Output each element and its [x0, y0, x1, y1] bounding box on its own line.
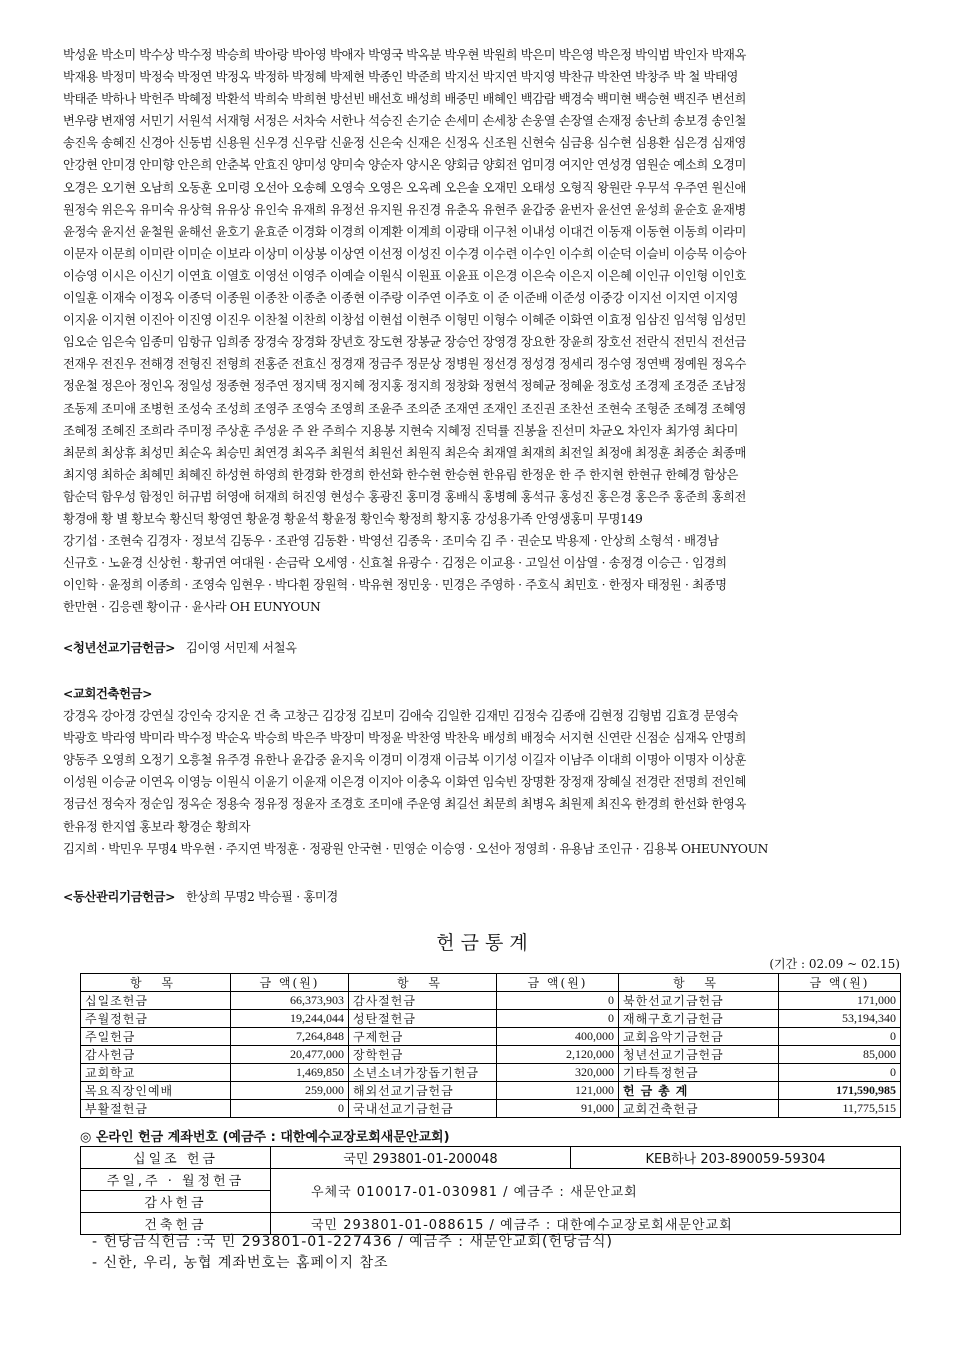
name-line: 안강현 안미경 안미향 안은희 안춘복 안효진 양미성 양미숙 양순자 양시온 양회금 양회전 엄미경 여지안 연성경 염원순 예소희 오경미: [63, 158, 747, 173]
name-line: 이일훈 이재숙 이정옥 이종덕 이종원 이종찬 이종춘 이종현 이주랑 이주연 이주호 이 준 이준배 이준성 이중강 이지선 이지연 이지영: [63, 291, 739, 306]
notes: [92, 1232, 613, 1274]
name-line: 박성윤 박소미 박수상 박수정 박승희 박아랑 박아영 박애자 박영국 박옥분 박우현 박원희 박은미 박은영 박은정 박익범 박인자 박재옥: [63, 48, 747, 62]
tithe-label: 십일조 헌금: [81, 1147, 271, 1169]
name-line: 조동제 조미애 조병헌 조성숙 조성희 조영주 조영숙 조영희 조윤주 조의준 조재연 조재인 조진권 조찬선 조현숙 조형준 조혜경 조혜영: [63, 401, 747, 416]
stats-row: [81, 1064, 901, 1082]
note-line: - 신한, 우리, 농협 계좌번호는 홈페이지 참조: [92, 1255, 389, 1271]
online-title: ◎ 온라인 헌금 계좌번호 (예금주 : 대한예수교장로회새문안교회): [80, 1130, 450, 1145]
col-amount-header: 금 액(원): [779, 974, 901, 992]
stats-item-label: 교회건축헌금: [619, 1100, 779, 1118]
stats-item-label: 구제헌금: [349, 1028, 497, 1046]
stats-item-label: 북한선교기금헌금: [619, 992, 779, 1010]
name-line: 최지영 최하순 최혜민 최혜진 하성현 하영희 한경화 한경희 한선화 한수현 한승현 한유림 한정운 한 주 한지현 한현규 한혜경 함상은: [63, 467, 739, 482]
name-line: 윤정숙 윤지선 윤철원 윤해선 윤호기 윤효준 이경화 이경희 이계환 이계희 이광태 이구천 이내성 이대건 이동재 이동현 이동희 이라미: [63, 224, 747, 239]
stats-row: [81, 992, 901, 1010]
stats-item-label: 해외선교기금헌금: [349, 1082, 497, 1100]
stats-item-amount: 2,120,000: [497, 1046, 619, 1064]
stats-item-label: 감사절헌금: [349, 992, 497, 1010]
building-label: 건축헌금: [81, 1213, 271, 1235]
offering-stats-table: [80, 973, 901, 1118]
stats-item-label: 장학헌금: [349, 1046, 497, 1064]
stats-item-amount: 19,244,044: [231, 1010, 349, 1028]
building-name-line: 한유정 한지엽 홍보라 황경순 황희자: [63, 819, 251, 834]
name-line: 정운철 정은아 정인옥 정일성 정종현 정주연 정지택 정지혜 정지홍 정지희 정창화 정현석 정혜균 정혜윤 정호성 조경제 조경준 조남정: [63, 379, 747, 394]
name-line: 조혜정 조혜진 조희라 주미정 주상훈 주성윤 주 완 주희수 지용봉 지현숙 지혜정 진덕률 진봉율 진선미 차균오 차인자 최가영 최다미: [63, 423, 739, 438]
building-name-line: 정금선 정숙자 정순임 정옥순 정용숙 정유정 정윤자 조경호 조미애 주운영 최길선 최문희 최병옥 최원제 최진옥 한경희 한선화 한영옥: [63, 797, 747, 812]
building-name-line: 양동주 오영희 오정기 오흥철 유주경 유한나 윤갑중 윤지욱 이경미 이경재 이금복 이기성 이길자 이남주 이대희 이명아 이명자 이상훈: [63, 753, 747, 768]
youth-mission-names: 김이영 서민제 서철옥: [185, 641, 297, 655]
col-item-header: 항 목: [619, 974, 779, 992]
building-name-line: 김지희 · 박민우 무명4 박우현 · 주지연 박정훈 · 정광원 안국현 · 민영순 이승영 · 오선아 정영희 · 유용남 조인규 · 김용복 OHEUNYOUN: [63, 841, 769, 856]
stats-item-label: 교회음악기금헌금: [619, 1028, 779, 1046]
church-building-names: [63, 705, 913, 860]
stats-item-amount: 171,590,985: [779, 1082, 901, 1100]
stats-row: [81, 1082, 901, 1100]
stats-row: [81, 1028, 901, 1046]
church-building-heading: <교회건축헌금>: [63, 686, 153, 701]
stats-item-amount: 171,000: [779, 992, 901, 1010]
online-account-table: [80, 1146, 901, 1235]
note-line: - 헌당금식헌금 :국 민 293801-01-227436 / 예금주 : 새문안교회(헌당금식): [92, 1234, 614, 1250]
name-line: 이문자 이문희 이미란 이미순 이보라 이상미 이상봉 이상연 이선정 이성진 이수경 이수련 이수인 이수희 이순덕 이슬비 이승묵 이승아: [63, 246, 747, 261]
thanks-label: 감사헌금: [81, 1191, 271, 1213]
building-name-line: 강경옥 강아경 강연실 강인숙 강지운 건 축 고창근 김강정 김보미 김애숙 김일한 김재민 김정숙 김종애 김현정 김형범 김효경 문영숙: [63, 709, 739, 724]
name-line: 이승영 이시은 이신기 이연효 이열호 이영선 이영주 이예슬 이원식 이원표 이윤표 이은경 이은숙 이은지 이은혜 이인규 이인형 이인호: [63, 268, 747, 283]
stats-row: [81, 1010, 901, 1028]
name-line: 황경애 황 별 황보숙 황신덕 황영연 황윤경 황윤석 황윤정 황인숙 황정희 황지홍 강성용가족 안영생홍미 무명149: [63, 511, 643, 526]
stats-item-label: 주일헌금: [81, 1028, 231, 1046]
col-item-header: 항 목: [81, 974, 231, 992]
stats-item-label: 목요직장인예배: [81, 1082, 231, 1100]
stats-item-amount: 0: [779, 1064, 901, 1082]
stats-item-label: 교회학교: [81, 1064, 231, 1082]
stats-item-amount: 400,000: [497, 1028, 619, 1046]
stats-item-label: 부활절헌금: [81, 1100, 231, 1118]
building-name-line: 박광호 박라영 박미라 박수정 박순옥 박승희 박은주 박장미 박정윤 박찬영 박찬욱 배성희 배정숙 서지현 신연란 신점순 심재옥 안명희: [63, 731, 747, 746]
assets-section: [63, 886, 913, 908]
assets-names: 한상희 무명2 박승필 · 홍미경: [185, 890, 338, 904]
stats-item-amount: 11,775,515: [779, 1100, 901, 1118]
stats-item-label: 청년선교기금헌금: [619, 1046, 779, 1064]
col-amount-header: 금 액(원): [231, 974, 349, 992]
weekly-label: 주일,주 · 월정헌금: [81, 1169, 271, 1191]
stats-item-amount: 320,000: [497, 1064, 619, 1082]
building-account: 국민 293801-01-088615 / 예금주 : 대한예수교장로회새문안교회: [271, 1213, 901, 1235]
stats-period: (기간 : 02.09 ~ 02.15): [769, 957, 900, 971]
stats-item-amount: 0: [231, 1100, 349, 1118]
name-line: 원정숙 위은옥 유미숙 유상혁 유유상 유인숙 유재희 유정선 유지원 유진경 유춘옥 유현주 윤갑중 윤번자 윤선연 윤성희 윤순호 윤재병: [63, 202, 747, 217]
name-line: 송진욱 송혜진 신경아 신동범 신용원 신우경 신우람 신윤정 신은숙 신재은 신정옥 신조원 신현숙 심금용 심수현 심용환 심은경 심재영: [63, 136, 747, 151]
stats-item-amount: 53,194,340: [779, 1010, 901, 1028]
stats-item-amount: 0: [497, 1010, 619, 1028]
name-line: 오경은 오기현 오남희 오동훈 오미령 오선아 오송혜 오영숙 오영은 오옥례 오은솔 오재민 오태성 오형직 왕원란 우무석 우주연 원신애: [63, 180, 747, 195]
name-line: 이인학 · 윤정희 이종희 · 조영숙 임현우 · 박다휜 장원혁 · 박유현 정민웅 · 민경은 주영하 · 주호식 최민호 · 한정자 태정원 · 최종명: [63, 578, 727, 593]
stats-row: [81, 1100, 901, 1118]
stats-item-label: 헌금총계: [619, 1082, 779, 1100]
tithe-account-2: KEB하나 203-890059-59304: [571, 1147, 901, 1169]
youth-mission-heading: <청년선교기금헌금>: [63, 640, 176, 655]
stats-item-label: 소년소녀가장돕기헌금: [349, 1064, 497, 1082]
name-line: 한만현 · 김응렌 황이규 · 윤사라 OH EUNYOUN: [63, 600, 321, 615]
building-name-line: 이성원 이승균 이연옥 이영능 이원식 이윤기 이윤재 이은경 이지아 이충옥 이화연 임숙빈 장명환 장정재 장혜실 전경란 전명희 전인혜: [63, 775, 747, 790]
stats-item-label: 주월정헌금: [81, 1010, 231, 1028]
donor-name-list: [63, 44, 913, 618]
stats-title: 헌금통계: [436, 932, 534, 954]
stats-item-label: 재해구호기금헌금: [619, 1010, 779, 1028]
stats-item-amount: 121,000: [497, 1082, 619, 1100]
stats-item-amount: 66,373,903: [231, 992, 349, 1010]
stats-item-amount: 1,469,850: [231, 1064, 349, 1082]
name-line: 신규호 · 노윤경 신상헌 · 황귀연 여대원 · 손금락 오세영 · 신효철 유광수 · 김정은 이교용 · 고일선 이삼열 · 송정경 이승근 · 임경희: [63, 556, 727, 571]
name-line: 최문희 최상휴 최성민 최순옥 최승민 최연경 최옥주 최원석 최원선 최원직 최은숙 최재열 최재희 최전일 최정애 최정훈 최종순 최종매: [63, 445, 747, 460]
stats-item-amount: 91,000: [497, 1100, 619, 1118]
name-line: 박재용 박정미 박정숙 박정연 박정옥 박정하 박정혜 박제현 박종인 박준희 박지선 박지연 박지영 박찬규 박찬연 박창주 박 철 박태영: [63, 70, 739, 85]
youth-mission-section: [63, 637, 913, 659]
stats-item-amount: 0: [497, 992, 619, 1010]
stats-item-amount: 259,000: [231, 1082, 349, 1100]
tithe-account-1: 국민 293801-01-200048: [271, 1147, 571, 1169]
stats-item-label: 감사헌금: [81, 1046, 231, 1064]
weekly-account: 우체국 010017-01-030981 / 예금주 : 새문안교회: [271, 1169, 901, 1213]
church-building-section: [63, 683, 913, 860]
stats-item-label: 국내선교기금헌금: [349, 1100, 497, 1118]
stats-item-label: 기타특정헌금: [619, 1064, 779, 1082]
name-line: 전재우 전진우 전해경 전형진 전형희 전홍준 전효신 정경재 정금주 정문상 정병원 정선경 정성경 정세리 정수영 정연백 정예원 정옥수: [63, 357, 747, 372]
assets-heading: <동산관리기금헌금>: [63, 889, 176, 904]
stats-item-amount: 20,477,000: [231, 1046, 349, 1064]
col-amount-header: 금 액(원): [497, 974, 619, 992]
stats-item-label: 십일조헌금: [81, 992, 231, 1010]
name-line: 함순덕 함우성 함정인 허규범 허영애 허재희 허진영 현성수 홍광진 홍미경 홍배식 홍병혜 홍석규 홍성진 홍은경 홍은주 홍준희 홍희전: [63, 489, 747, 504]
stats-item-amount: 7,264,848: [231, 1028, 349, 1046]
stats-header-row: [81, 974, 901, 992]
col-item-header: 항 목: [349, 974, 497, 992]
name-line: 박태준 박하나 박헌주 박혜정 박환석 박희숙 박희현 방선빈 배선호 배성희 배중민 배혜인 백감람 백경숙 백미현 백승현 백진주 변선희: [63, 92, 747, 107]
name-line: 변우량 변재영 서민기 서원석 서재형 서정은 서차숙 서한나 석승진 손기순 손세미 손세창 손웅열 손장열 손재정 송난희 송보경 송인철: [63, 114, 747, 129]
stats-item-amount: 0: [779, 1028, 901, 1046]
name-line: 강기섭 · 조현숙 김경자 · 정보석 김동우 · 조관영 김동환 · 박영선 김종욱 · 조미숙 김 주 · 권순모 박용제 · 안상희 소형석 · 배경남: [63, 534, 719, 549]
stats-item-label: 성탄절헌금: [349, 1010, 497, 1028]
stats-row: [81, 1046, 901, 1064]
stats-item-amount: 85,000: [779, 1046, 901, 1064]
name-line: 임오순 임은숙 임종미 임항규 임희종 장경숙 장경화 장년호 장도현 장봉균 장승언 장영경 장요한 장윤희 장호선 전란식 전민식 전선금: [63, 335, 747, 350]
name-line: 이지윤 이지현 이진아 이진영 이진우 이찬철 이찬희 이창섭 이현섭 이현주 이형민 이형수 이혜준 이화연 이효정 임삼진 임석형 임성민: [63, 313, 747, 328]
